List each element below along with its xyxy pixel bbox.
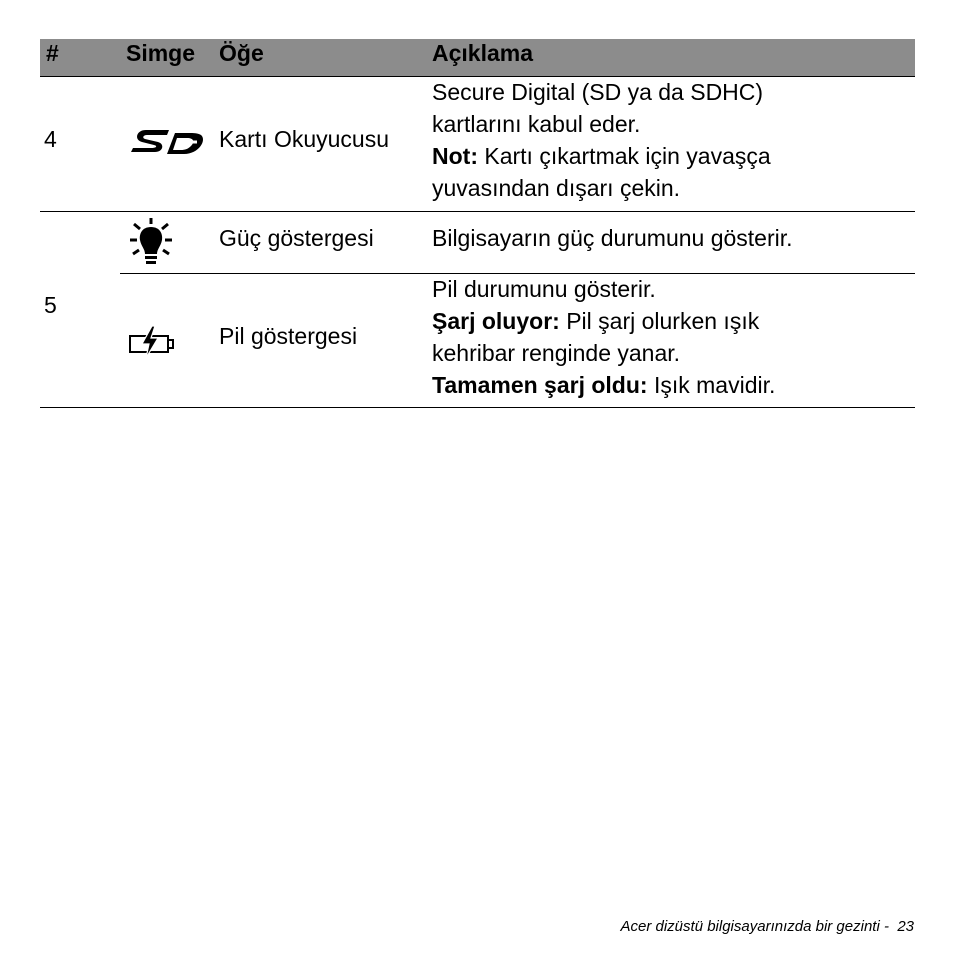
header-description: Açıklama (432, 40, 534, 66)
charging-text: Pil şarj olurken ışık (559, 308, 760, 334)
item-power-indicator: Güç göstergesi (219, 225, 374, 251)
description-card-reader (432, 76, 912, 204)
full-charge-label: Tamamen şarj oldu: (432, 372, 648, 398)
sd-card-icon (127, 125, 207, 159)
note-text: Kartı çıkartmak için yavaşça (477, 143, 771, 169)
description-line: Secure Digital (SD ya da SDHC) (432, 79, 764, 105)
row-divider (40, 211, 915, 212)
charging-line (432, 305, 912, 337)
description-battery-indicator (432, 273, 912, 401)
footer-text: Acer dizüstü bilgisayarınızda bir gezinti - (620, 918, 889, 935)
charging-label: Şarj oluyor: (432, 308, 560, 334)
power-light-icon (128, 216, 174, 268)
item-battery-indicator: Pil göstergesi (219, 323, 358, 349)
row-number-4: 4 (44, 126, 57, 152)
header-num: # (46, 40, 59, 66)
header-item: Öğe (219, 40, 264, 66)
description-line: kartlarını kabul eder. (432, 111, 641, 137)
page-footer (621, 918, 915, 935)
description-power-indicator: Bilgisayarın güç durumunu gösterir. (432, 225, 793, 251)
charging-line-2: kehribar renginde yanar. (432, 340, 681, 366)
note-line-2: yuvasından dışarı çekin. (432, 175, 681, 201)
item-card-reader: Kartı Okuyucusu (219, 126, 390, 152)
page-number: 23 (897, 918, 914, 935)
description-line: Pil durumunu gösterir. (432, 276, 656, 302)
table-bottom-border (40, 407, 915, 408)
header-icon: Simge (126, 40, 196, 66)
battery-charge-icon (128, 325, 176, 359)
full-charge-text: Işık mavidir. (647, 372, 776, 398)
note-line (432, 140, 912, 172)
row-number-5: 5 (44, 292, 57, 318)
note-label: Not: (432, 143, 478, 169)
full-charge-line (432, 369, 912, 401)
